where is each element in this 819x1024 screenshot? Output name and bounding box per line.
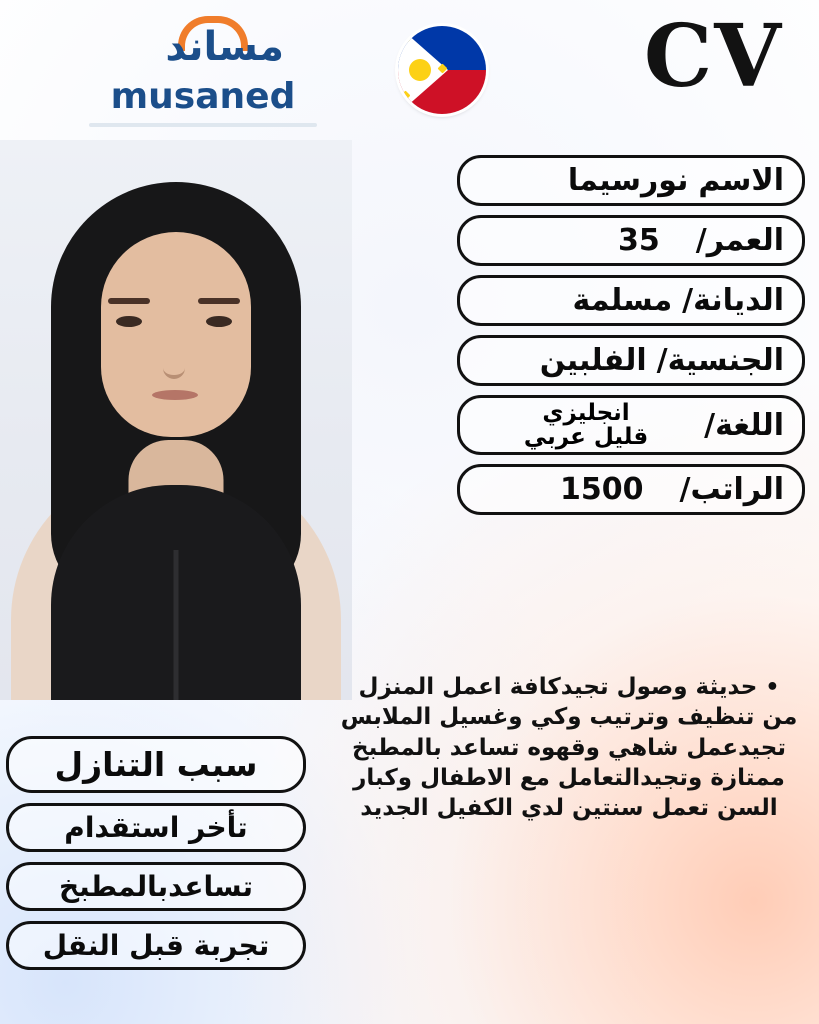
photo-face (101, 232, 251, 437)
field-nationality-label: الجنسية/ (656, 343, 784, 378)
reason-item: تجربة قبل النقل (6, 921, 306, 970)
logo-latin-text: musaned (110, 76, 296, 117)
field-salary (457, 464, 805, 515)
photo-eye-left (116, 316, 142, 327)
photo-mouth (152, 390, 198, 400)
reason-item: تأخر استقدام (6, 803, 306, 852)
photo-nose (163, 345, 185, 379)
field-name-value: نورسيما (567, 163, 689, 198)
logo-arabic-text: مساند (165, 24, 284, 70)
candidate-photo (0, 140, 352, 700)
flag-sun (409, 59, 431, 81)
reason-section (6, 736, 306, 970)
field-name-label: الاسم (698, 163, 784, 198)
field-language-value-line1: انجليزي (542, 400, 630, 426)
field-salary-value: 1500 (560, 472, 644, 508)
field-nationality (457, 335, 805, 386)
logo-underline (89, 123, 317, 127)
musaned-logo (88, 18, 318, 127)
photo-zipper (174, 550, 179, 700)
field-religion-value: مسلمة (572, 283, 673, 318)
field-name (457, 155, 805, 206)
skills-paragraph (339, 672, 799, 824)
page-title: CV (643, 6, 783, 107)
field-language-label: اللغة/ (704, 407, 784, 443)
field-religion-label: الديانة/ (682, 283, 784, 318)
field-nationality-value: الفلبين (539, 343, 647, 378)
field-religion (457, 275, 805, 326)
photo-eye-right (206, 316, 232, 327)
info-fields (457, 155, 805, 515)
photo-eyebrow-left (108, 298, 150, 304)
field-language (457, 395, 805, 455)
field-age (457, 215, 805, 266)
skills-text: حديثة وصول تجيدكافة اعمل المنزل من تنظيف وترتيب وكي وغسيل الملابس تجيدعمل شاهي وقهوه تساعد بالمطبخ ممتازة وتجيدالتعامل مع الاطفال وكبار السن تعمل سنتين لدي الكفيل الجديد (340, 674, 798, 822)
field-age-value: 35 (618, 223, 660, 258)
logo-mark (88, 18, 318, 84)
philippines-flag-icon (398, 26, 486, 114)
field-salary-label: الراتب/ (679, 472, 784, 508)
bullet-icon: • (765, 675, 780, 700)
field-language-value-line2: قليل عربي (523, 424, 649, 451)
photo-eyebrow-right (198, 298, 240, 304)
reason-item: تساعدبالمطبخ (6, 862, 306, 911)
field-language-values (478, 401, 694, 449)
reason-title: سبب التنازل (6, 736, 306, 793)
field-age-label: العمر/ (695, 223, 784, 258)
